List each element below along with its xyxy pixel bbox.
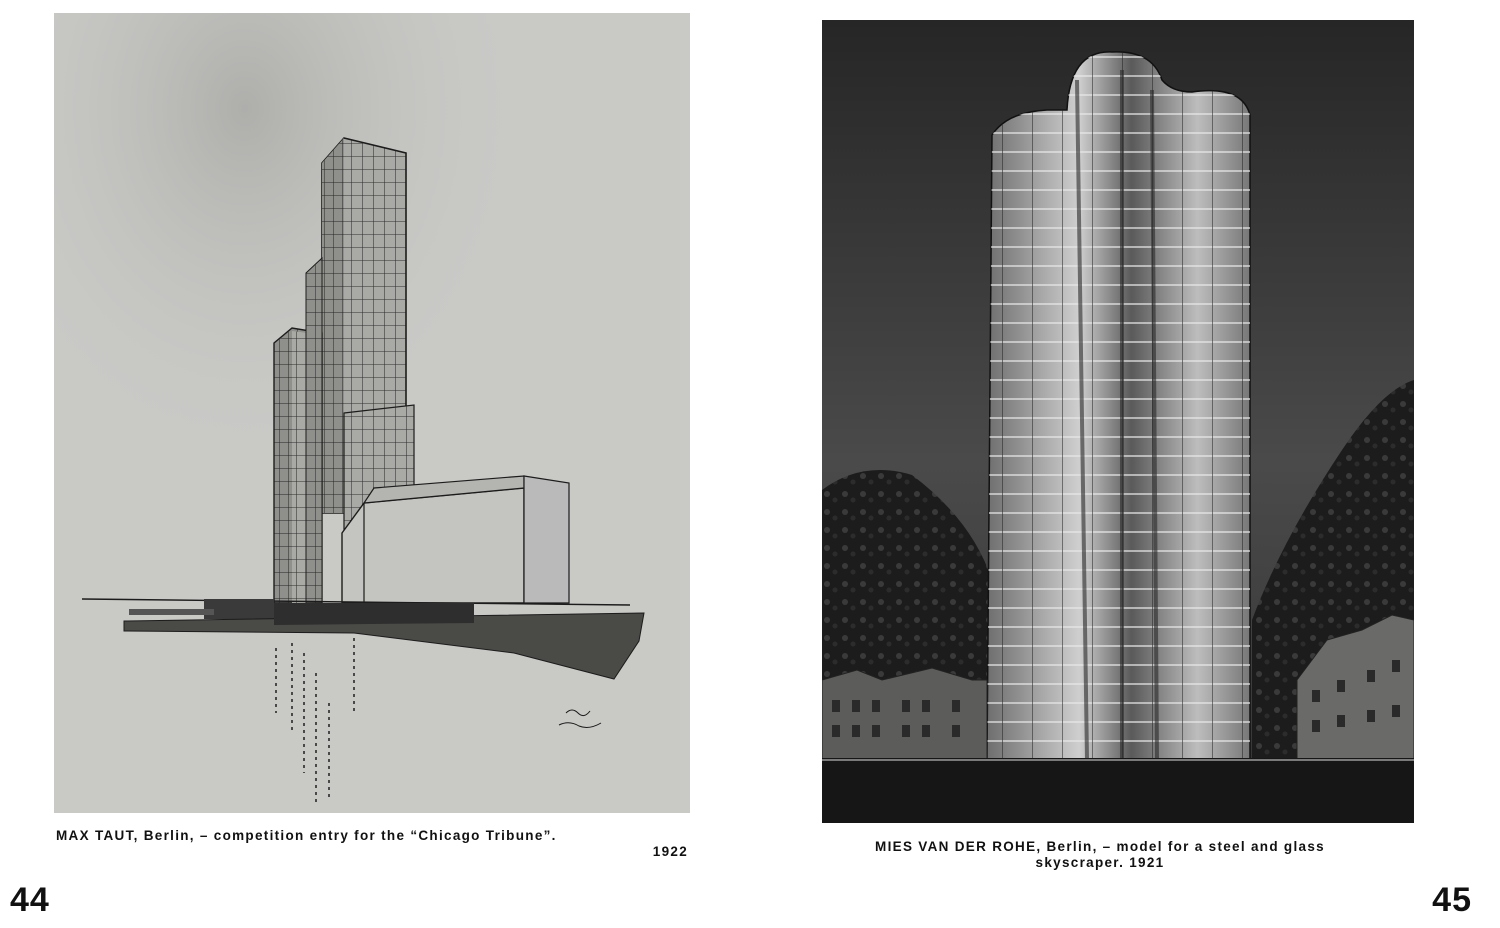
page-number-right: 45 [1432,881,1472,919]
max-taut-tower-drawing [54,13,690,813]
caption-year: 1922 [652,844,688,859]
caption-mies-van-der-rohe [820,839,1380,871]
caption-text: MAX TAUT, Berlin, – competition entry for the “Chicago Tribune”. [56,828,557,843]
mies-glass-skyscraper-photo [822,20,1414,823]
right-page [750,0,1500,928]
caption-text: MIES VAN DER ROHE, Berlin, – model for a steel and glass [875,839,1325,854]
page-number-left: 44 [10,881,50,919]
caption-max-taut [56,828,696,860]
caption-text-line2: skyscraper. 1921 [1035,855,1165,870]
